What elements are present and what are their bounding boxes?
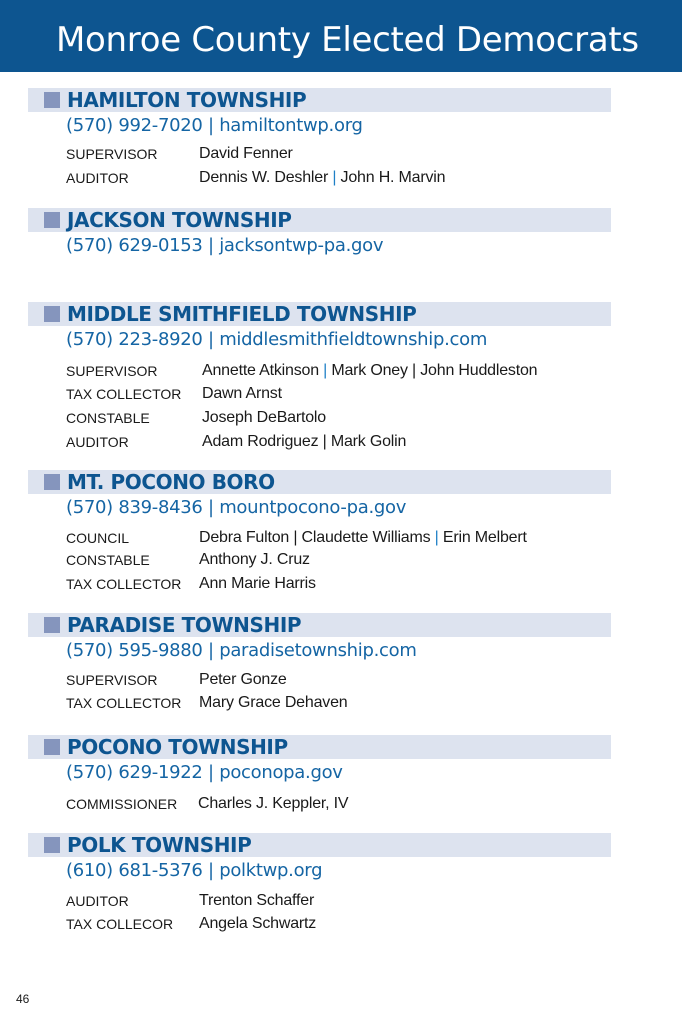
square-bullet-icon xyxy=(44,739,60,755)
website-link[interactable]: paradisetownship.com xyxy=(219,640,417,661)
section-title: JACKSON TOWNSHIP xyxy=(67,208,292,232)
phone-number: (570) 992-7020 xyxy=(66,115,203,136)
official-names xyxy=(198,794,348,814)
official-name: Erin Melbert xyxy=(442,529,527,546)
page-number: 46 xyxy=(16,992,30,1006)
official-names xyxy=(199,168,445,188)
official-names xyxy=(199,550,310,570)
website-link[interactable]: jacksontwp-pa.gov xyxy=(219,235,384,256)
phone-number: (610) 681-5376 xyxy=(66,860,203,881)
section-header-bar xyxy=(28,302,611,326)
contact-separator: | xyxy=(202,329,220,350)
name-separator: | xyxy=(430,529,443,546)
phone-number: (570) 629-1922 xyxy=(66,762,203,783)
official-name: David Fenner xyxy=(199,145,293,162)
contact-separator: | xyxy=(202,762,220,783)
official-names xyxy=(199,670,287,690)
name-separator: | xyxy=(318,433,331,450)
official-name: Debra Fulton xyxy=(199,529,290,546)
official-name: Joseph DeBartolo xyxy=(202,409,326,426)
official-name: Trenton Schaffer xyxy=(199,892,315,909)
section-header-bar xyxy=(28,735,611,759)
official-names xyxy=(199,693,347,713)
contact-line xyxy=(66,496,406,520)
role-label: SUPERVISOR xyxy=(66,672,158,688)
contact-line xyxy=(66,114,363,138)
official-name: John H. Marvin xyxy=(340,169,446,186)
section-title: POCONO TOWNSHIP xyxy=(67,735,288,759)
contact-line xyxy=(66,761,343,785)
official-name: Ann Marie Harris xyxy=(199,575,316,592)
role-label: COMMISSIONER xyxy=(66,796,178,812)
name-separator: | xyxy=(407,362,421,379)
role-label: SUPERVISOR xyxy=(66,146,158,162)
phone-number: (570) 629-0153 xyxy=(66,235,203,256)
official-name: Dennis W. Deshler xyxy=(199,169,329,186)
official-name: John Huddleston xyxy=(420,362,538,379)
official-name: Annette Atkinson xyxy=(202,362,319,379)
section-header-bar xyxy=(28,833,611,857)
role-label: TAX COLLECTOR xyxy=(66,695,182,711)
official-names xyxy=(202,361,537,381)
section-title: POLK TOWNSHIP xyxy=(67,833,252,857)
role-label: CONSTABLE xyxy=(66,552,150,568)
role-label: TAX COLLECOR xyxy=(66,916,174,932)
name-separator: | xyxy=(318,362,332,379)
role-label: AUDITOR xyxy=(66,170,129,186)
official-names xyxy=(202,408,326,428)
role-label: TAX COLLECTOR xyxy=(66,576,182,592)
website-link[interactable]: mountpocono-pa.gov xyxy=(219,497,407,518)
official-name: Mary Grace Dehaven xyxy=(199,694,348,711)
official-name: Adam Rodriguez xyxy=(202,433,319,450)
page-title: Monroe County Elected Democrats xyxy=(56,20,639,60)
contact-line xyxy=(66,234,383,258)
role-label: AUDITOR xyxy=(66,434,129,450)
official-name: Mark Golin xyxy=(330,433,407,450)
section-header-bar xyxy=(28,208,611,232)
square-bullet-icon xyxy=(44,837,60,853)
website-link[interactable]: poconopa.gov xyxy=(219,762,343,783)
name-separator: | xyxy=(289,529,302,546)
official-name: Claudette Williams xyxy=(301,529,431,546)
square-bullet-icon xyxy=(44,306,60,322)
official-names xyxy=(199,574,316,594)
section-title: MIDDLE SMITHFIELD TOWNSHIP xyxy=(67,302,417,326)
section-header-bar xyxy=(28,470,611,494)
official-names xyxy=(199,144,293,164)
contact-separator: | xyxy=(202,860,220,881)
phone-number: (570) 595-9880 xyxy=(66,640,203,661)
role-label: COUNCIL xyxy=(66,530,130,546)
official-names xyxy=(199,528,527,548)
website-link[interactable]: hamiltontwp.org xyxy=(219,115,363,136)
official-names xyxy=(199,891,314,911)
official-name: Charles J. Keppler, IV xyxy=(198,795,349,812)
official-name: Dawn Arnst xyxy=(202,385,282,402)
header-banner xyxy=(0,0,682,72)
official-names xyxy=(202,432,406,452)
contact-separator: | xyxy=(202,235,220,256)
contact-separator: | xyxy=(202,497,220,518)
contact-separator: | xyxy=(202,115,220,136)
section-header-bar xyxy=(28,88,611,112)
phone-number: (570) 223-8920 xyxy=(66,329,203,350)
role-label: CONSTABLE xyxy=(66,410,150,426)
website-link[interactable]: polktwp.org xyxy=(219,860,323,881)
official-name: Peter Gonze xyxy=(199,671,287,688)
square-bullet-icon xyxy=(44,474,60,490)
square-bullet-icon xyxy=(44,92,60,108)
role-label: SUPERVISOR xyxy=(66,363,158,379)
official-name: Mark Oney xyxy=(331,362,408,379)
contact-separator: | xyxy=(202,640,220,661)
official-names xyxy=(199,914,316,934)
section-title: PARADISE TOWNSHIP xyxy=(67,613,302,637)
official-names xyxy=(202,384,282,404)
contact-line xyxy=(66,639,417,663)
section-header-bar xyxy=(28,613,611,637)
contact-line xyxy=(66,859,322,883)
section-title: MT. POCONO BORO xyxy=(67,470,275,494)
official-name: Anthony J. Cruz xyxy=(199,551,310,568)
role-label: TAX COLLECTOR xyxy=(66,386,182,402)
section-title: HAMILTON TOWNSHIP xyxy=(67,88,307,112)
contact-line xyxy=(66,328,487,352)
official-name: Angela Schwartz xyxy=(199,915,317,932)
role-label: AUDITOR xyxy=(66,893,129,909)
phone-number: (570) 839-8436 xyxy=(66,497,203,518)
name-separator: | xyxy=(328,169,341,186)
square-bullet-icon xyxy=(44,617,60,633)
website-link[interactable]: middlesmithfieldtownship.com xyxy=(219,329,488,350)
square-bullet-icon xyxy=(44,212,60,228)
